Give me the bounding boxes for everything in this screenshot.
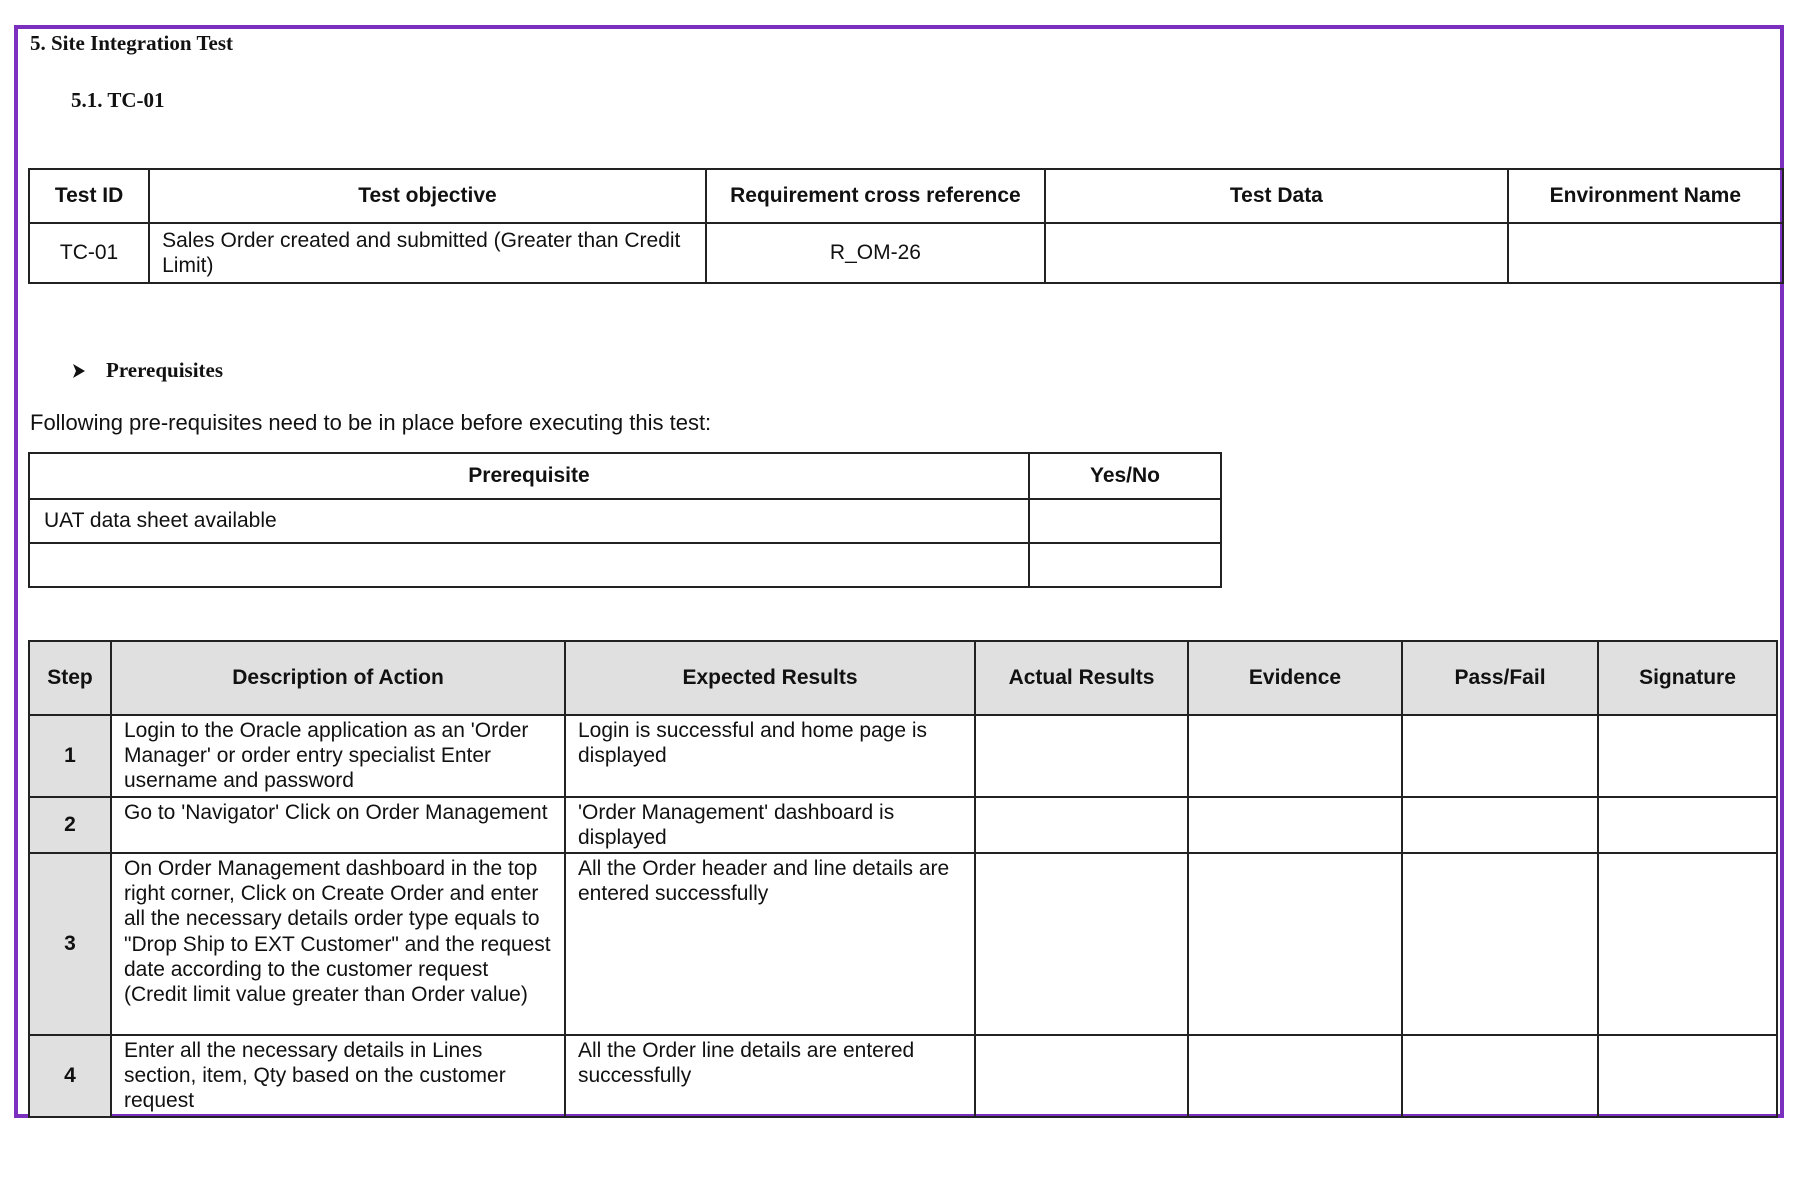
header-environment-name: Environment Name (1508, 169, 1783, 223)
header-test-data: Test Data (1045, 169, 1508, 223)
cell-environment-name (1508, 223, 1783, 283)
cell-pass-fail (1402, 1035, 1598, 1117)
cell-actual (975, 715, 1188, 797)
cell-requirement: R_OM-26 (706, 223, 1045, 283)
prerequisite-row (29, 499, 1221, 543)
cell-expected: Login is successful and home page is displayed (565, 715, 975, 797)
cell-step-number: 4 (29, 1035, 111, 1117)
header-signature: Signature (1598, 641, 1777, 715)
cell-prerequisite (29, 543, 1029, 587)
header-step: Step (29, 641, 111, 715)
cell-evidence (1188, 715, 1402, 797)
cell-actual (975, 853, 1188, 1035)
cell-description: Enter all the necessary details in Lines section, item, Qty based on the customer request (111, 1035, 565, 1117)
cell-test-objective: Sales Order created and submitted (Greater than Credit Limit) (149, 223, 706, 283)
prerequisites-heading (70, 358, 223, 383)
header-yes-no: Yes/No (1029, 453, 1221, 499)
cell-signature (1598, 715, 1777, 797)
header-test-objective: Test objective (149, 169, 706, 223)
test-case-row (29, 223, 1783, 283)
cell-step-number: 1 (29, 715, 111, 797)
cell-expected: All the Order header and line details are entered successfully (565, 853, 975, 1035)
cell-actual (975, 1035, 1188, 1117)
header-expected-results: Expected Results (565, 641, 975, 715)
cell-evidence (1188, 1035, 1402, 1117)
cell-signature (1598, 797, 1777, 853)
cell-evidence (1188, 797, 1402, 853)
prerequisites-heading-label: Prerequisites (106, 358, 224, 382)
cell-pass-fail (1402, 797, 1598, 853)
header-requirement: Requirement cross reference (706, 169, 1045, 223)
cell-signature (1598, 1035, 1777, 1117)
subsection-title: 5.1. TC-01 (71, 88, 165, 112)
header-actual-results: Actual Results (975, 641, 1188, 715)
chevron-right-icon (70, 362, 88, 380)
header-pass-fail: Pass/Fail (1402, 641, 1598, 715)
cell-pass-fail (1402, 715, 1598, 797)
cell-evidence (1188, 853, 1402, 1035)
cell-yes-no (1029, 499, 1221, 543)
prerequisites-table (28, 452, 1222, 588)
cell-actual (975, 797, 1188, 853)
cell-prerequisite: UAT data sheet available (29, 499, 1029, 543)
header-evidence: Evidence (1188, 641, 1402, 715)
cell-step-number: 3 (29, 853, 111, 1035)
cell-description: Go to 'Navigator' Click on Order Management (111, 797, 565, 853)
step-row (29, 797, 1777, 853)
cell-test-id: TC-01 (29, 223, 149, 283)
test-case-table (28, 168, 1784, 284)
prerequisites-intro: Following pre-requisites need to be in place before executing this test: (30, 410, 712, 435)
section-title: 5. Site Integration Test (30, 31, 234, 55)
test-steps-table (28, 640, 1778, 1118)
cell-description: Login to the Oracle application as an 'Order Manager' or order entry specialist Enter username and password (111, 715, 565, 797)
header-test-id: Test ID (29, 169, 149, 223)
cell-pass-fail (1402, 853, 1598, 1035)
cell-signature (1598, 853, 1777, 1035)
prerequisites-header-row (29, 453, 1221, 499)
step-row (29, 715, 1777, 797)
header-prerequisite: Prerequisite (29, 453, 1029, 499)
step-row (29, 1035, 1777, 1117)
cell-test-data (1045, 223, 1508, 283)
header-description: Description of Action (111, 641, 565, 715)
cell-expected: 'Order Management' dashboard is displayed (565, 797, 975, 853)
prerequisite-row (29, 543, 1221, 587)
cell-step-number: 2 (29, 797, 111, 853)
cell-yes-no (1029, 543, 1221, 587)
cell-expected: All the Order line details are entered successfully (565, 1035, 975, 1117)
steps-header-row (29, 641, 1777, 715)
cell-description: On Order Management dashboard in the top right corner, Click on Create Order and enter all the necessary details order type equals to "Drop Ship to EXT Customer" and the request date according to the customer request (Credit limit value greater than Order value) (111, 853, 565, 1035)
test-case-header-row (29, 169, 1783, 223)
step-row (29, 853, 1777, 1035)
